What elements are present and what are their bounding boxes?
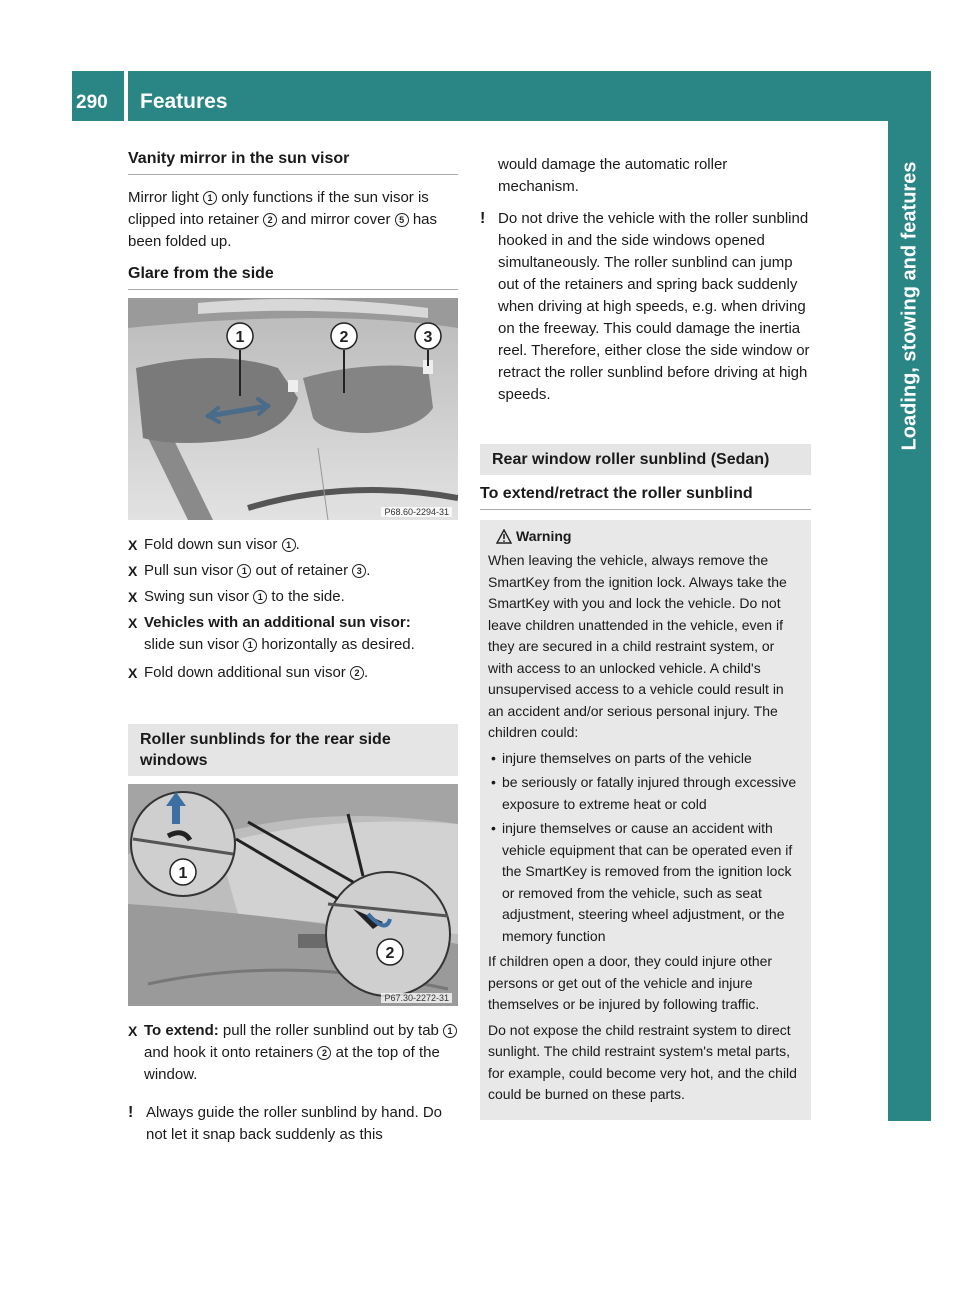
right-column bbox=[480, 150, 811, 1120]
roller-sunblind-figure bbox=[128, 784, 458, 1006]
warning-paragraph-2: If children open a door, they could injure other persons or get out of the vehicle and injure themselves or be injured by following traffic. bbox=[488, 953, 773, 1012]
roller-sunblind-illustration bbox=[128, 784, 458, 1006]
figure-code: P67.30-2272-31 bbox=[381, 993, 452, 1003]
marker-1: 1 bbox=[282, 538, 296, 552]
warning-intro: When leaving the vehicle, always remove the SmartKey from the ignition lock. Always take the SmartKey with you and lock the vehicle. Do not leave children unattended in the vehicle, even if they are secured in a child restraint system, or with access to an unlocked vehicle. A child's unsupervised access to a vehicle could result in an accident and/or serious personal injury. The children could: bbox=[488, 552, 787, 740]
vanity-heading: Vanity mirror in the sun visor bbox=[128, 150, 458, 175]
marker-3: 3 bbox=[352, 564, 366, 578]
marker-2: 2 bbox=[317, 1046, 331, 1060]
svg-text:2: 2 bbox=[339, 329, 349, 346]
svg-text:2: 2 bbox=[385, 945, 395, 962]
page-number: 290 bbox=[76, 92, 108, 113]
marker-1: 1 bbox=[443, 1024, 457, 1038]
warning-paragraph-3: Do not expose the child restraint system to direct sunlight. The child restraint system's metal parts, for example, could become very hot, and the child could be burned on these parts. bbox=[488, 1021, 797, 1102]
step-to-extend: X To extend: pull the roller sunblind out by tab 1 and hook it onto retainers 2 at the top of the window. bbox=[128, 1020, 458, 1086]
marker-1: 1 bbox=[243, 638, 257, 652]
left-column bbox=[128, 150, 458, 1146]
svg-text:1: 1 bbox=[235, 329, 245, 346]
warning-bullet: • injure themselves on parts of the vehicle bbox=[488, 748, 803, 770]
side-tab-label-wrap bbox=[888, 71, 931, 541]
sun-visor-illustration bbox=[128, 298, 458, 520]
warning-title: Warning bbox=[488, 528, 803, 544]
glare-heading: Glare from the side bbox=[128, 265, 458, 290]
side-tab-label: Loading, stowing and features bbox=[898, 161, 920, 451]
header-separator bbox=[124, 71, 128, 121]
marker-1: 1 bbox=[237, 564, 251, 578]
warning-bullet: • injure themselves or cause an accident with vehicle equipment that can be operated even if the SmartKey is removed from the ignition lock or removed from the vehicle, such as seat adjustment, steering wheel adjustment, or the memory function bbox=[488, 818, 803, 947]
vanity-paragraph bbox=[128, 187, 458, 253]
note-do-not-drive: ! Do not drive the vehicle with the roller sunblind hooked in and the side windows opened simultaneously. The roller sunblind can jump out of the retainers and spring back suddenly when driving at high speeds, e.g. when driving on the freeway. This could damage the inertia reel. Therefore, either close the side window or retract the roller sunblind before driving at high speeds. bbox=[480, 210, 810, 403]
continuation-text: would damage the automatic roller mechanism. bbox=[498, 156, 728, 195]
warning-bullet: • be seriously or fatally injured through excessive exposure to extreme heat or cold bbox=[488, 772, 803, 815]
roller-section-heading: Roller sunblinds for the rear side windows bbox=[128, 724, 458, 776]
vanity-text-1: Mirror light bbox=[128, 189, 199, 206]
warning-box bbox=[480, 520, 811, 1120]
step-fold-additional: X Fold down additional sun visor 2 . bbox=[128, 664, 369, 681]
rear-window-section-heading: Rear window roller sunblind (Sedan) bbox=[480, 444, 811, 475]
vanity-text-2: only functions if the sun visor is clipped into retainer bbox=[128, 189, 429, 228]
extend-retract-heading: To extend/retract the roller sunblind bbox=[480, 485, 811, 510]
step-pull: X Pull sun visor 1 out of retainer 3 . bbox=[128, 562, 371, 579]
note-guide-by-hand: ! Always guide the roller sunblind by hand. Do not let it snap back suddenly as this bbox=[128, 1104, 443, 1143]
figure-code: P68.60-2294-31 bbox=[381, 507, 452, 517]
warning-triangle-icon bbox=[496, 529, 512, 544]
vanity-text-3: and mirror cover bbox=[281, 211, 391, 228]
marker-5: 5 bbox=[395, 213, 409, 227]
step-fold-down: X Fold down sun visor 1 . bbox=[128, 536, 300, 553]
marker-2: 2 bbox=[263, 213, 277, 227]
note-exclamation-icon: ! bbox=[128, 1104, 134, 1121]
svg-text:3: 3 bbox=[423, 329, 433, 346]
marker-1: 1 bbox=[253, 590, 267, 604]
step-additional-visor: X Vehicles with an additional sun visor: slide sun visor 1 horizontally as desired. bbox=[128, 614, 415, 653]
svg-text:1: 1 bbox=[178, 865, 188, 882]
vanity-text-4: has been folded up. bbox=[128, 211, 437, 250]
marker-1: 1 bbox=[203, 191, 217, 205]
step-swing: X Swing sun visor 1 to the side. bbox=[128, 588, 345, 605]
sun-visor-figure bbox=[128, 298, 458, 520]
marker-2: 2 bbox=[350, 666, 364, 680]
note-exclamation-icon: ! bbox=[480, 210, 486, 227]
page-title: Features bbox=[140, 90, 228, 113]
